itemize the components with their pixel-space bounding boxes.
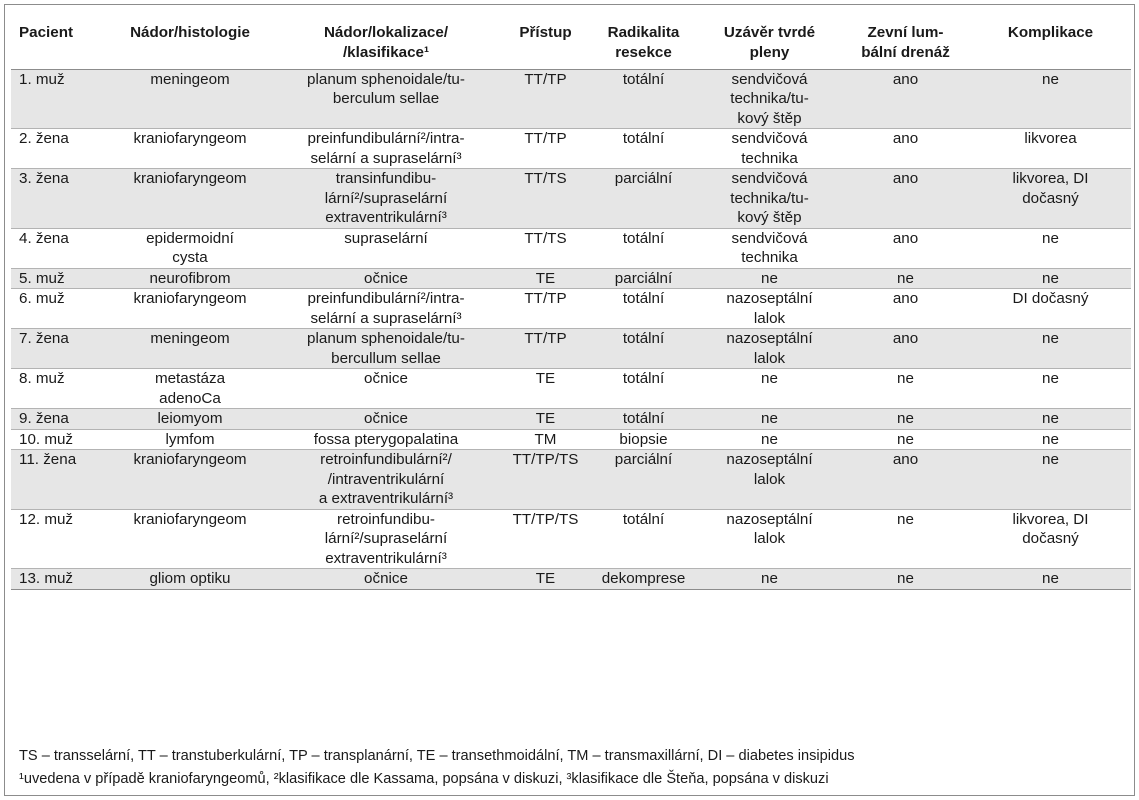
header-complications: Komplikace <box>970 23 1131 69</box>
cell-resection-radicality: totální <box>589 409 698 430</box>
cell-resection-radicality: parciální <box>589 268 698 289</box>
cell-tumor-histology: kraniofaryngeom <box>110 450 270 510</box>
cell-tumor-location: očnice <box>270 268 502 289</box>
cell-patient: 13. muž <box>11 569 110 590</box>
table-row <box>11 268 1131 289</box>
cell-patient: 12. muž <box>11 509 110 569</box>
table-row <box>11 409 1131 430</box>
cell-approach: TT/TS <box>502 228 589 268</box>
cell-complications: likvorea <box>970 129 1131 169</box>
header-row <box>11 23 1131 69</box>
cell-tumor-histology: kraniofaryngeom <box>110 129 270 169</box>
cell-approach: TT/TS <box>502 169 589 229</box>
cell-resection-radicality: parciální <box>589 450 698 510</box>
cell-tumor-histology: neurofibrom <box>110 268 270 289</box>
cell-lumbar-drainage: ne <box>841 268 970 289</box>
cell-complications: likvorea, DI dočasný <box>970 509 1131 569</box>
cell-dura-closure: ne <box>698 569 841 590</box>
cell-tumor-histology: meningeom <box>110 329 270 369</box>
cell-complications: ne <box>970 450 1131 510</box>
cell-resection-radicality: biopsie <box>589 429 698 450</box>
cell-dura-closure: ne <box>698 409 841 430</box>
cell-resection-radicality: totální <box>589 509 698 569</box>
cell-tumor-location: očnice <box>270 369 502 409</box>
cell-tumor-location: retroinfundibulární²/ /intraventrikulární a extraventrikulární³ <box>270 450 502 510</box>
table-row <box>11 228 1131 268</box>
cell-complications: ne <box>970 69 1131 129</box>
table-row <box>11 450 1131 510</box>
cell-lumbar-drainage: ne <box>841 369 970 409</box>
cell-approach: TT/TP <box>502 129 589 169</box>
cell-patient: 9. žena <box>11 409 110 430</box>
header-lumbar-drainage: Zevní lum- bální drenáž <box>841 23 970 69</box>
table-row <box>11 509 1131 569</box>
patients-table <box>11 23 1131 590</box>
cell-tumor-location: preinfundibulární²/intra- selární a supraselární³ <box>270 289 502 329</box>
cell-lumbar-drainage: ano <box>841 329 970 369</box>
cell-approach: TT/TP <box>502 289 589 329</box>
header-patient: Pacient <box>11 23 110 69</box>
cell-tumor-histology: kraniofaryngeom <box>110 169 270 229</box>
header-tumor-histology: Nádor/histologie <box>110 23 270 69</box>
header-approach: Přístup <box>502 23 589 69</box>
cell-resection-radicality: dekomprese <box>589 569 698 590</box>
cell-dura-closure: nazoseptální lalok <box>698 509 841 569</box>
cell-tumor-location: preinfundibulární²/intra- selární a supraselární³ <box>270 129 502 169</box>
cell-approach: TE <box>502 369 589 409</box>
cell-patient: 1. muž <box>11 69 110 129</box>
cell-tumor-histology: leiomyom <box>110 409 270 430</box>
cell-approach: TE <box>502 569 589 590</box>
cell-tumor-location: transinfundibu- lární²/supraselární extraventrikulární³ <box>270 169 502 229</box>
cell-lumbar-drainage: ano <box>841 289 970 329</box>
cell-tumor-histology: kraniofaryngeom <box>110 289 270 329</box>
table-row <box>11 289 1131 329</box>
cell-tumor-histology: metastáza adenoCa <box>110 369 270 409</box>
cell-approach: TT/TP/TS <box>502 509 589 569</box>
cell-dura-closure: sendvičová technika/tu- kový štěp <box>698 169 841 229</box>
cell-resection-radicality: totální <box>589 129 698 169</box>
cell-tumor-histology: kraniofaryngeom <box>110 509 270 569</box>
cell-tumor-location: planum sphenoidale/tu- berculum sellae <box>270 69 502 129</box>
table-row <box>11 69 1131 129</box>
table-row <box>11 369 1131 409</box>
cell-patient: 3. žena <box>11 169 110 229</box>
header-tumor-location: Nádor/lokalizace/ /klasifikace¹ <box>270 23 502 69</box>
cell-complications: DI dočasný <box>970 289 1131 329</box>
cell-complications: ne <box>970 569 1131 590</box>
cell-tumor-histology: epidermoidní cysta <box>110 228 270 268</box>
cell-tumor-histology: meningeom <box>110 69 270 129</box>
cell-tumor-histology: lymfom <box>110 429 270 450</box>
cell-complications: ne <box>970 429 1131 450</box>
table-row <box>11 129 1131 169</box>
cell-patient: 4. žena <box>11 228 110 268</box>
cell-complications: ne <box>970 369 1131 409</box>
cell-approach: TT/TP/TS <box>502 450 589 510</box>
cell-tumor-location: očnice <box>270 409 502 430</box>
cell-resection-radicality: totální <box>589 329 698 369</box>
cell-approach: TE <box>502 409 589 430</box>
cell-approach: TM <box>502 429 589 450</box>
cell-lumbar-drainage: ne <box>841 409 970 430</box>
cell-dura-closure: nazoseptální lalok <box>698 329 841 369</box>
cell-dura-closure: sendvičová technika/tu- kový štěp <box>698 69 841 129</box>
cell-patient: 2. žena <box>11 129 110 169</box>
cell-lumbar-drainage: ne <box>841 509 970 569</box>
cell-lumbar-drainage: ano <box>841 129 970 169</box>
cell-tumor-location: očnice <box>270 569 502 590</box>
cell-tumor-location: fossa pterygopalatina <box>270 429 502 450</box>
cell-dura-closure: ne <box>698 429 841 450</box>
cell-patient: 10. muž <box>11 429 110 450</box>
cell-dura-closure: ne <box>698 369 841 409</box>
cell-tumor-location: supraselární <box>270 228 502 268</box>
cell-dura-closure: sendvičová technika <box>698 129 841 169</box>
cell-lumbar-drainage: ano <box>841 169 970 229</box>
cell-resection-radicality: totální <box>589 369 698 409</box>
cell-complications: ne <box>970 409 1131 430</box>
cell-resection-radicality: parciální <box>589 169 698 229</box>
cell-patient: 8. muž <box>11 369 110 409</box>
header-resection-radicality: Radikalita resekce <box>589 23 698 69</box>
cell-complications: likvorea, DI dočasný <box>970 169 1131 229</box>
cell-lumbar-drainage: ne <box>841 429 970 450</box>
cell-lumbar-drainage: ano <box>841 69 970 129</box>
cell-lumbar-drainage: ano <box>841 228 970 268</box>
table-footnotes <box>19 745 1129 791</box>
cell-patient: 7. žena <box>11 329 110 369</box>
cell-resection-radicality: totální <box>589 228 698 268</box>
footnote-notes: ¹uvedena v případě kraniofaryngeomů, ²klasifikace dle Kassama, popsána v diskuzi, ³klasifikace dle Šteňa, popsána v diskuzi <box>19 771 829 787</box>
cell-lumbar-drainage: ano <box>841 450 970 510</box>
cell-complications: ne <box>970 228 1131 268</box>
cell-resection-radicality: totální <box>589 289 698 329</box>
cell-dura-closure: nazoseptální lalok <box>698 450 841 510</box>
cell-dura-closure: ne <box>698 268 841 289</box>
cell-patient: 11. žena <box>11 450 110 510</box>
cell-patient: 5. muž <box>11 268 110 289</box>
table-row <box>11 429 1131 450</box>
cell-complications: ne <box>970 268 1131 289</box>
cell-tumor-location: planum sphenoidale/tu- bercullum sellae <box>270 329 502 369</box>
cell-lumbar-drainage: ne <box>841 569 970 590</box>
cell-approach: TT/TP <box>502 69 589 129</box>
cell-dura-closure: nazoseptální lalok <box>698 289 841 329</box>
cell-dura-closure: sendvičová technika <box>698 228 841 268</box>
cell-complications: ne <box>970 329 1131 369</box>
cell-resection-radicality: totální <box>589 69 698 129</box>
cell-patient: 6. muž <box>11 289 110 329</box>
cell-approach: TT/TP <box>502 329 589 369</box>
cell-tumor-histology: gliom optiku <box>110 569 270 590</box>
table-row <box>11 169 1131 229</box>
table-row <box>11 329 1131 369</box>
table-row <box>11 569 1131 590</box>
table-frame <box>4 4 1135 796</box>
cell-approach: TE <box>502 268 589 289</box>
cell-tumor-location: retroinfundibu- lární²/supraselární extraventrikulární³ <box>270 509 502 569</box>
header-dura-closure: Uzávěr tvrdé pleny <box>698 23 841 69</box>
footnote-abbreviations: TS – transselární, TT – transtuberkulární, TP – transplanární, TE – transethmoidální, TM – transmaxillární, DI – diabetes insipidus <box>19 748 855 764</box>
